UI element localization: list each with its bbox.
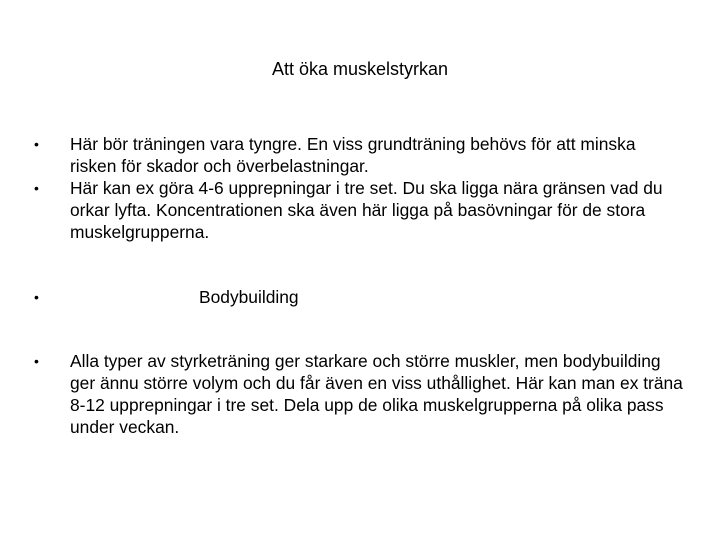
bullet-item xyxy=(34,133,684,177)
bullet-text: Här bör träningen vara tyngre. En viss grundträning behövs för att minska risken för skador och överbelastningar. xyxy=(70,134,636,176)
bullet-dot: • xyxy=(34,180,39,196)
bullet-list xyxy=(34,133,684,438)
bullet-dot: • xyxy=(34,136,39,152)
bullet-item-heading xyxy=(34,286,684,308)
bullet-text: Alla typer av styrketräning ger starkare och större muskler, men bodybuilding ger ännu större volym och du får även en viss uthållighet. Här kan man ex träna 8-12 upprepningar i tre set. Dela upp de olika muskelgrupperna på olika pass under veckan. xyxy=(70,351,683,437)
slide-title: Att öka muskelstyrkan xyxy=(271,59,449,79)
bullet-heading-text: Bodybuilding xyxy=(199,287,299,307)
bullet-item xyxy=(34,350,684,438)
bullet-dot: • xyxy=(34,289,39,305)
bullet-item xyxy=(34,177,684,243)
bullet-dot: • xyxy=(34,353,39,369)
bullet-text: Här kan ex göra 4-6 upprepningar i tre set. Du ska ligga nära gränsen vad du orkar lyfta. Koncentrationen ska även här ligga på basövningar för de stora muskelgrupperna. xyxy=(70,178,663,242)
